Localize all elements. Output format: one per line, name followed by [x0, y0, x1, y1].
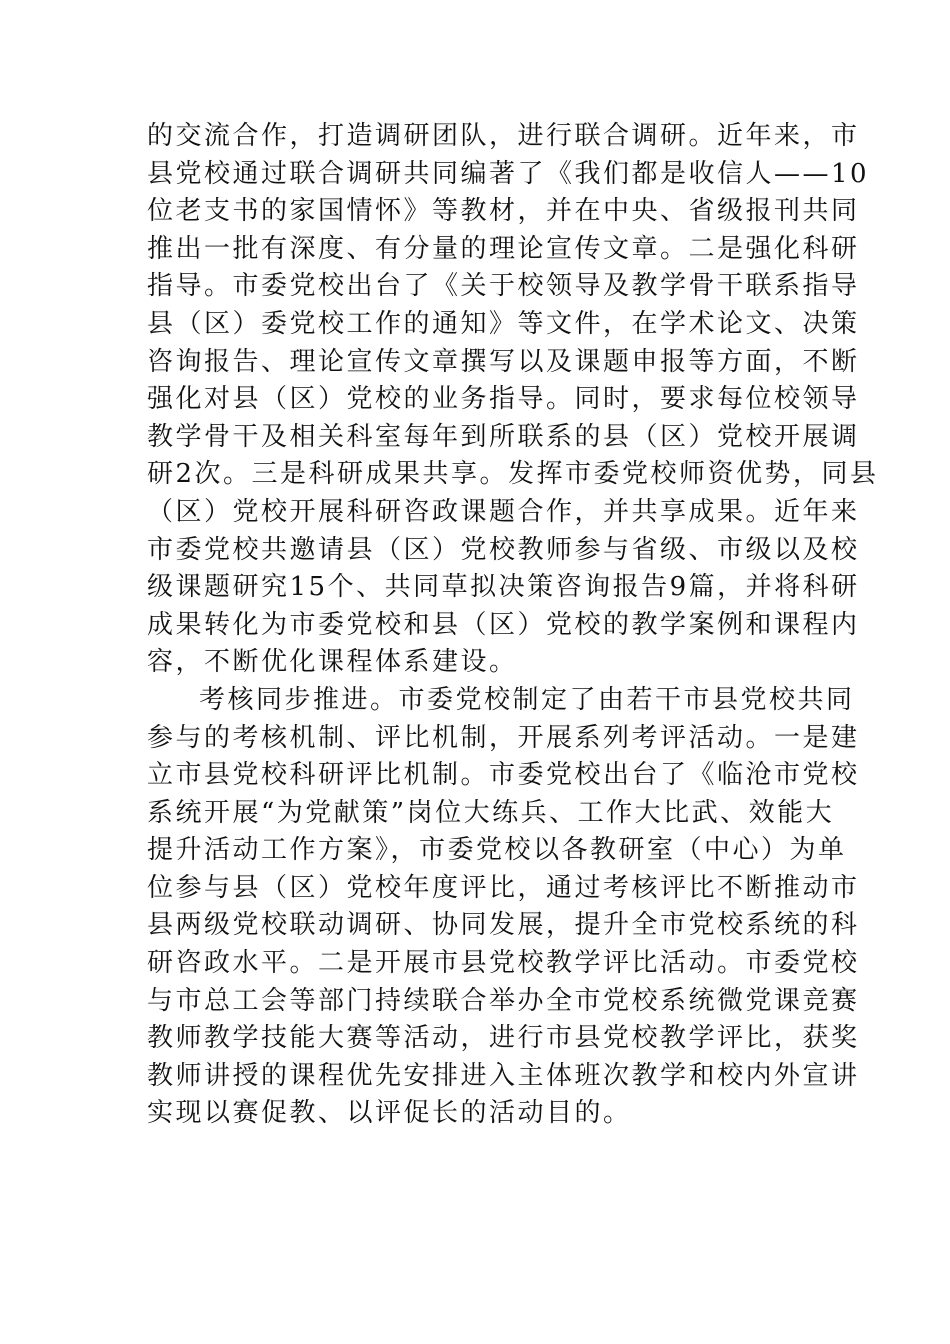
text-line: 位老支书的家国情怀》等教材，并在中央、省级报刊共同	[147, 196, 860, 227]
text-line: （区）党校开展科研咨政课题合作，并共享成果。近年来	[147, 496, 860, 527]
text-line: 容，不断优化课程体系建设。	[147, 647, 518, 678]
text-line: 成果转化为市委党校和县（区）党校的教学案例和课程内	[147, 609, 860, 640]
text-line: 级课题研究15个、共同草拟决策咨询报告9篇，并将科研	[147, 572, 860, 603]
text-line: 考核同步推进。市委党校制定了由若干市县党校共同	[199, 684, 855, 715]
text-line: 县（区）委党校工作的通知》等文件，在学术论文、决策	[147, 308, 860, 339]
paragraph-2	[147, 682, 860, 1133]
text-line: 教师讲授的课程优先安排进入主体班次教学和校内外宣讲	[147, 1060, 860, 1091]
text-line: 指导。市委党校出台了《关于校领导及教学骨干联系指导	[147, 271, 860, 302]
text-line: 县党校通过联合调研共同编著了《我们都是收信人——10	[147, 158, 870, 189]
paragraph-1	[147, 118, 879, 682]
text-line: 研2次。三是科研成果共享。发挥市委党校师资优势，同县	[147, 459, 879, 490]
text-line: 位参与县（区）党校年度评比，通过考核评比不断推动市	[147, 872, 860, 903]
text-line: 教学骨干及相关科室每年到所联系的县（区）党校开展调	[147, 421, 860, 452]
text-line: 系统开展“为党献策”岗位大练兵、工作大比武、效能大	[147, 797, 835, 828]
text-line: 的交流合作，打造调研团队，进行联合调研。近年来，市	[147, 121, 860, 151]
text-line: 市委党校共邀请县（区）党校教师参与省级、市级以及校	[147, 534, 860, 565]
text-line: 实现以赛促教、以评促长的活动目的。	[147, 1098, 632, 1129]
text-line: 县两级党校联动调研、协同发展，提升全市党校系统的科	[147, 910, 860, 941]
text-line: 教师教学技能大赛等活动，进行市县党校教学评比，获奖	[147, 1023, 860, 1054]
text-line: 提升活动工作方案》，市委党校以各教研室（中心）为单	[147, 835, 847, 866]
document-body	[147, 118, 879, 1133]
text-line: 立市县党校科研评比机制。市委党校出台了《临沧市党校	[147, 760, 860, 791]
text-line: 与市总工会等部门持续联合举办全市党校系统微党课竞赛	[147, 985, 860, 1016]
text-line: 推出一批有深度、有分量的理论宣传文章。二是强化科研	[147, 233, 860, 264]
text-line: 研咨政水平。二是开展市县党校教学评比活动。市委党校	[147, 948, 860, 979]
text-line: 参与的考核机制、评比机制，开展系列考评活动。一是建	[147, 722, 860, 753]
text-line: 强化对县（区）党校的业务指导。同时，要求每位校领导	[147, 384, 860, 415]
text-line: 咨询报告、理论宣传文章撰写以及课题申报等方面，不断	[147, 346, 860, 377]
